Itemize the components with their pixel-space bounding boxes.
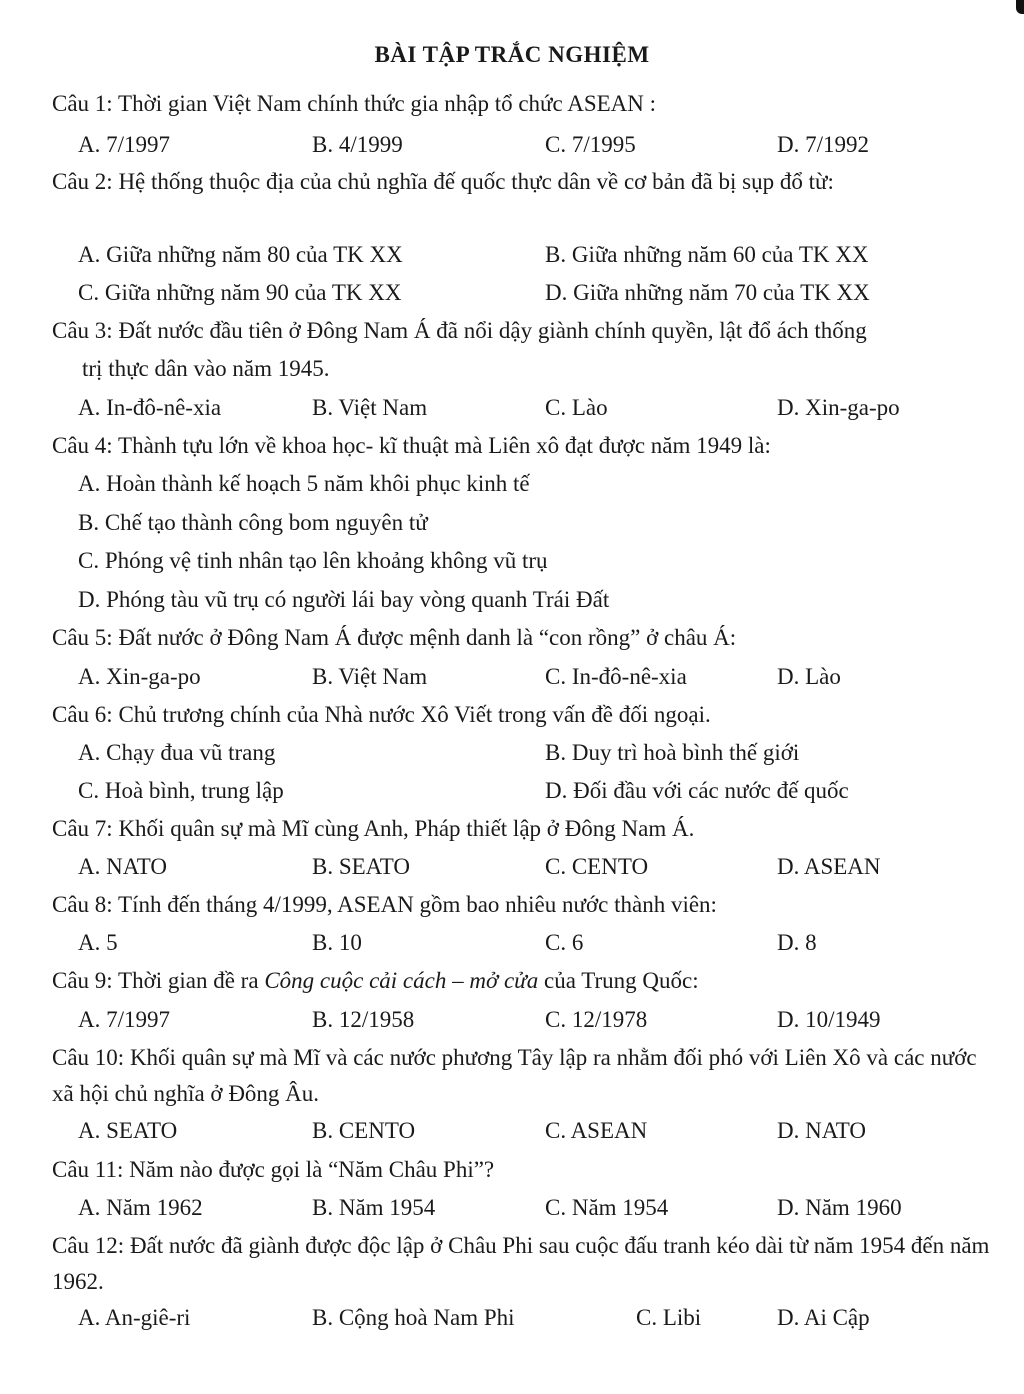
q7-option-c: C. CENTO	[545, 854, 649, 879]
q9-option-d: D. 10/1949	[777, 1007, 881, 1032]
q12-option-d: D. Ai Cập	[777, 1305, 870, 1330]
q11-option-d: D. Năm 1960	[777, 1195, 902, 1220]
q6-option-d: D. Đối đầu với các nước đế quốc	[545, 778, 849, 803]
question-10: Câu 10: Khối quân sự mà Mĩ và các nước phương Tây lập ra nhằm đối phó với Liên Xô và các nước xã hội chủ nghĩa ở Đông Âu.	[52, 1045, 977, 1106]
corner-mark	[1016, 0, 1024, 14]
question-4: Câu 4: Thành tựu lớn về khoa học- kĩ thuật mà Liên xô đạt được năm 1949 là:	[52, 433, 771, 458]
q8-option-c: C. 6	[545, 930, 584, 955]
q1-option-c: C. 7/1995	[545, 132, 636, 157]
q12-option-c: C. Libi	[636, 1305, 702, 1330]
question-6: Câu 6: Chủ trương chính của Nhà nước Xô Viết trong vấn đề đối ngoại.	[52, 702, 711, 727]
q9-option-c: C. 12/1978	[545, 1007, 648, 1032]
q4-option-a: A. Hoàn thành kế hoạch 5 năm khôi phục kinh tế	[78, 471, 530, 496]
q9-option-a: A. 7/1997	[78, 1007, 170, 1032]
q7-option-a: A. NATO	[78, 854, 168, 879]
question-9-italic: Công cuộc cải cách – mở cửa	[264, 968, 539, 993]
question-12: Câu 12: Đất nước đã giành được độc lập ở Châu Phi sau cuộc đấu tranh kéo dài từ năm 1954 đến năm 1962.	[52, 1233, 990, 1294]
q2-option-d: D. Giữa những năm 70 của TK XX	[545, 280, 870, 305]
q10-option-c: C. ASEAN	[545, 1118, 648, 1143]
q10-option-a: A. SEATO	[78, 1118, 178, 1143]
question-9-pre: Câu 9: Thời gian đề ra	[52, 968, 265, 993]
q5-option-b: B. Việt Nam	[312, 664, 428, 689]
q1-option-b: B. 4/1999	[312, 132, 403, 157]
q11-option-a: A. Năm 1962	[78, 1195, 203, 1220]
q4-option-c: C. Phóng vệ tinh nhân tạo lên khoảng không vũ trụ	[78, 548, 548, 573]
q4-option-d: D. Phóng tàu vũ trụ có người lái bay vòng quanh Trái Đất	[78, 587, 610, 612]
q11-option-b: B. Năm 1954	[312, 1195, 436, 1220]
q11-option-c: C. Năm 1954	[545, 1195, 669, 1220]
q12-option-b: B. Cộng hoà Nam Phi	[312, 1305, 515, 1330]
q1-option-a: A. 7/1997	[78, 132, 170, 157]
q8-option-d: D. 8	[777, 930, 817, 955]
q3-option-c: C. Lào	[545, 395, 608, 420]
question-1: Câu 1: Thời gian Việt Nam chính thức gia nhập tổ chức ASEAN :	[52, 91, 657, 116]
question-8: Câu 8: Tính đến tháng 4/1999, ASEAN gồm bao nhiêu nước thành viên:	[52, 892, 717, 917]
q4-option-b: B. Chế tạo thành công bom nguyên tử	[78, 510, 428, 535]
question-7: Câu 7: Khối quân sự mà Mĩ cùng Anh, Pháp thiết lập ở Đông Nam Á.	[52, 816, 695, 841]
q2-option-b: B. Giữa những năm 60 của TK XX	[545, 242, 869, 267]
q5-option-d: D. Lào	[777, 664, 841, 689]
q5-option-a: A. Xin-ga-po	[78, 664, 201, 689]
q10-option-d: D. NATO	[777, 1118, 867, 1143]
question-9	[52, 963, 699, 999]
q9-option-b: B. 12/1958	[312, 1007, 415, 1032]
q12-option-a: A. An-giê-ri	[78, 1305, 191, 1330]
question-2: Câu 2: Hệ thống thuộc địa của chủ nghĩa đế quốc thực dân về cơ bản đã bị sụp đổ từ:	[52, 169, 834, 194]
q3-option-a: A. In-đô-nê-xia	[78, 395, 222, 420]
question-11: Câu 11: Năm nào được gọi là “Năm Châu Phi”?	[52, 1157, 495, 1182]
q5-option-c: C. In-đô-nê-xia	[545, 664, 687, 689]
q10-option-b: B. CENTO	[312, 1118, 416, 1143]
q7-option-b: B. SEATO	[312, 854, 410, 879]
q6-option-c: C. Hoà bình, trung lập	[78, 778, 284, 803]
q7-option-d: D. ASEAN	[777, 854, 881, 879]
question-5: Câu 5: Đất nước ở Đông Nam Á được mệnh danh là “con rồng” ở châu Á:	[52, 625, 737, 650]
q3-option-d: D. Xin-ga-po	[777, 395, 900, 420]
q8-option-b: B. 10	[312, 930, 362, 955]
question-3-continued: trị thực dân vào năm 1945.	[82, 356, 330, 381]
question-3: Câu 3: Đất nước đầu tiên ở Đông Nam Á đã nổi dậy giành chính quyền, lật đổ ách thống	[52, 318, 867, 343]
q2-option-a: A. Giữa những năm 80 của TK XX	[78, 242, 403, 267]
q6-option-b: B. Duy trì hoà bình thế giới	[545, 740, 800, 765]
q6-option-a: A. Chạy đua vũ trang	[78, 740, 276, 765]
q1-option-d: D. 7/1992	[777, 132, 869, 157]
page-title: BÀI TẬP TRẮC NGHIỆM	[374, 42, 650, 67]
question-9-post: của Trung Quốc:	[538, 968, 699, 993]
q2-option-c: C. Giữa những năm 90 của TK XX	[78, 280, 402, 305]
q3-option-b: B. Việt Nam	[312, 395, 428, 420]
q8-option-a: A. 5	[78, 930, 118, 955]
